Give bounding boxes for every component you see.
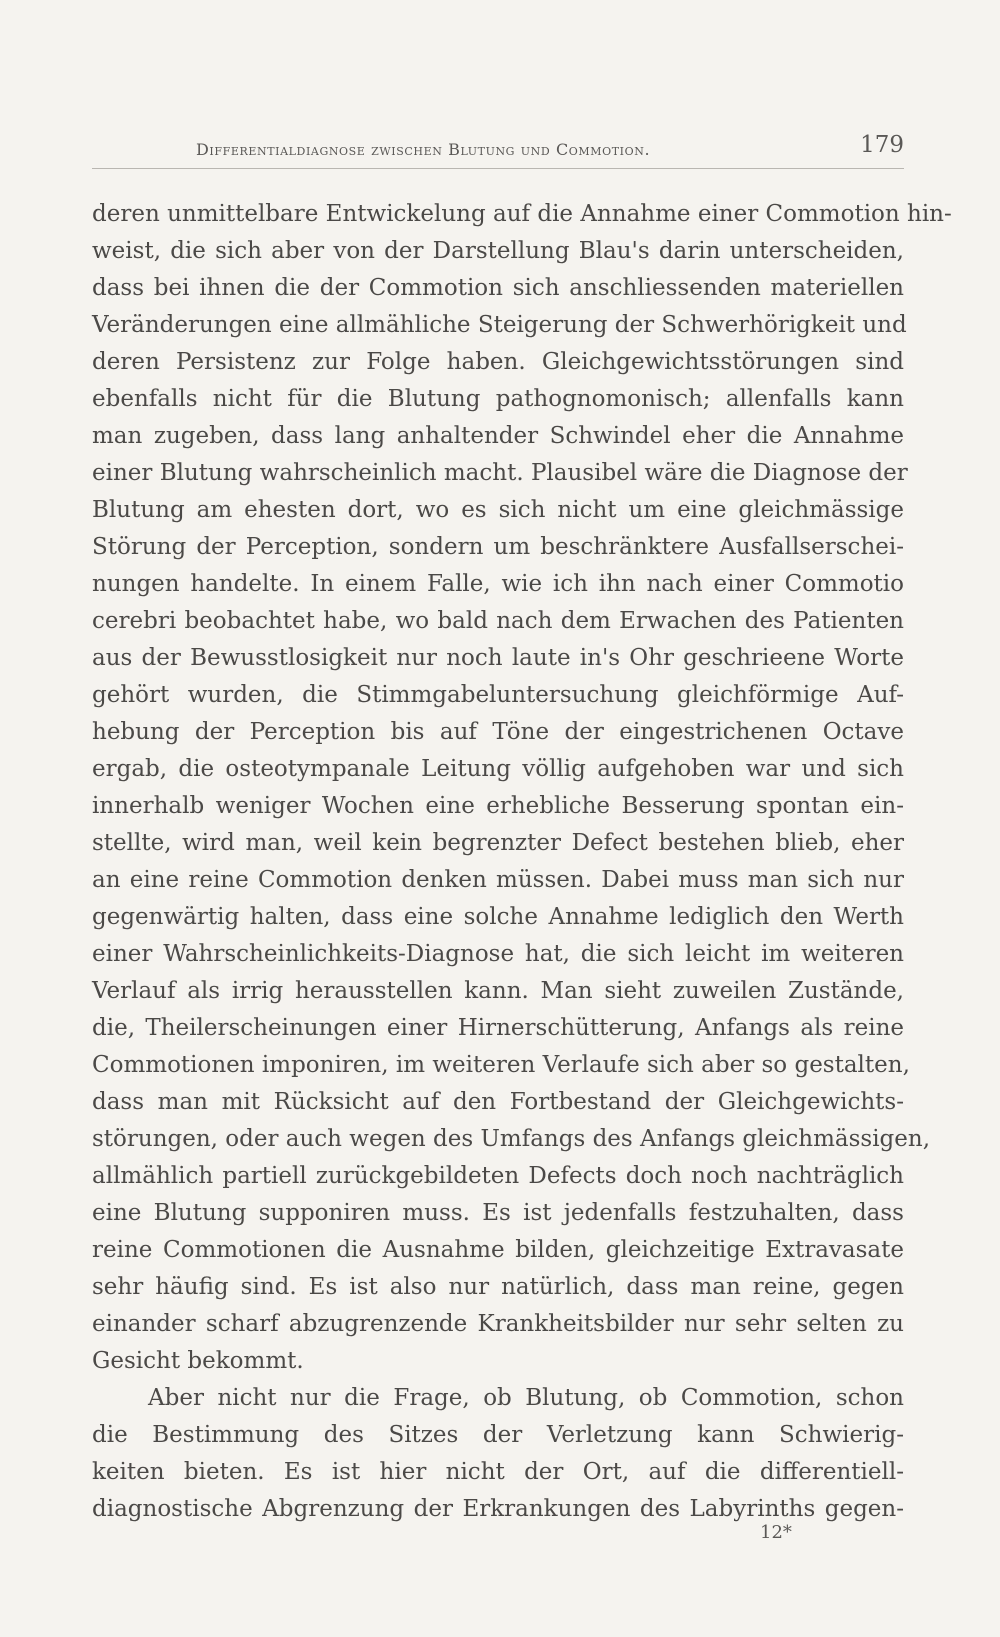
running-title: Differentialdiagnose zwischen Blutung und Commotion.	[196, 140, 651, 159]
text-line: Commotionen imponiren, im weiteren Verlaufe sich aber so gestalten,	[92, 1052, 910, 1078]
text-line: ergab, die osteotympanale Leitung völlig aufgehoben war und sich	[92, 756, 904, 782]
text-line: an eine reine Commotion denken müssen. Dabei muss man sich nur	[92, 867, 904, 893]
text-line: Verlauf als irrig herausstellen kann. Man sieht zuweilen Zustände,	[92, 978, 904, 1004]
paragraph-start-line: Aber nicht nur die Frage, ob Blutung, ob Commotion, schon	[148, 1385, 904, 1411]
text-line: cerebri beobachtet habe, wo bald nach dem Erwachen des Patienten	[92, 608, 904, 634]
text-line: einer Wahrscheinlichkeits-Diagnose hat, die sich leicht im weiteren	[92, 941, 904, 967]
text-line: gehört wurden, die Stimmgabeluntersuchung gleichförmige Auf-	[92, 682, 904, 708]
text-line: deren Persistenz zur Folge haben. Gleichgewichtsstörungen sind	[92, 349, 904, 375]
text-line: gegenwärtig halten, dass eine solche Annahme lediglich den Werth	[92, 904, 904, 930]
text-line: nungen handelte. In einem Falle, wie ich ihn nach einer Commotio	[92, 571, 904, 597]
text-line: aus der Bewusstlosigkeit nur noch laute in's Ohr geschrieene Worte	[92, 645, 904, 671]
text-line: dass bei ihnen die der Commotion sich anschliessenden materiellen	[92, 275, 904, 301]
text-line: dass man mit Rücksicht auf den Fortbestand der Gleichgewichts-	[92, 1089, 904, 1115]
text-line: Veränderungen eine allmähliche Steigerung der Schwerhörigkeit und	[92, 312, 907, 338]
text-line: einander scharf abzugrenzende Krankheitsbilder nur sehr selten zu	[92, 1311, 904, 1337]
text-line: sehr häufig sind. Es ist also nur natürlich, dass man reine, gegen	[92, 1274, 904, 1300]
text-line: innerhalb weniger Wochen eine erhebliche Besserung spontan ein-	[92, 793, 904, 819]
text-line: Störung der Perception, sondern um beschränktere Ausfallserschei-	[92, 534, 904, 560]
text-line: stellte, wird man, weil kein begrenzter Defect bestehen blieb, eher	[92, 830, 904, 856]
text-line: ebenfalls nicht für die Blutung pathognomonisch; allenfalls kann	[92, 386, 904, 412]
text-line: eine Blutung supponiren muss. Es ist jedenfalls festzuhalten, dass	[92, 1200, 904, 1226]
text-line: einer Blutung wahrscheinlich macht. Plausibel wäre die Diagnose der	[92, 460, 908, 486]
text-line: keiten bieten. Es ist hier nicht der Ort, auf die differentiell-	[92, 1459, 904, 1485]
text-line: störungen, oder auch wegen des Umfangs des Anfangs gleichmässigen,	[92, 1126, 931, 1152]
text-line: hebung der Perception bis auf Töne der eingestrichenen Octave	[92, 719, 904, 745]
text-line: deren unmittelbare Entwickelung auf die Annahme einer Commotion hin-	[92, 201, 952, 227]
paragraph-end-line: Gesicht bekommt.	[92, 1348, 304, 1374]
running-head	[92, 132, 904, 166]
text-line: Blutung am ehesten dort, wo es sich nicht um eine gleichmässige	[92, 497, 904, 523]
text-line: weist, die sich aber von der Darstellung Blau's darin unterscheiden,	[92, 238, 904, 264]
text-line: reine Commotionen die Ausnahme bilden, gleichzeitige Extravasate	[92, 1237, 904, 1263]
signature-mark: 12*	[760, 1522, 792, 1543]
text-line: man zugeben, dass lang anhaltender Schwindel eher die Annahme	[92, 423, 904, 449]
text-line: allmählich partiell zurückgebildeten Defects doch noch nachträglich	[92, 1163, 904, 1189]
body-text	[92, 196, 952, 1528]
text-line: diagnostische Abgrenzung der Erkrankungen des Labyrinths gegen-	[92, 1496, 904, 1522]
text-line: die Bestimmung des Sitzes der Verletzung kann Schwierig-	[92, 1422, 904, 1448]
text-line: die, Theilerscheinungen einer Hirnerschütterung, Anfangs als reine	[92, 1015, 904, 1041]
page-number: 179	[860, 132, 904, 158]
header-rule	[92, 168, 904, 169]
